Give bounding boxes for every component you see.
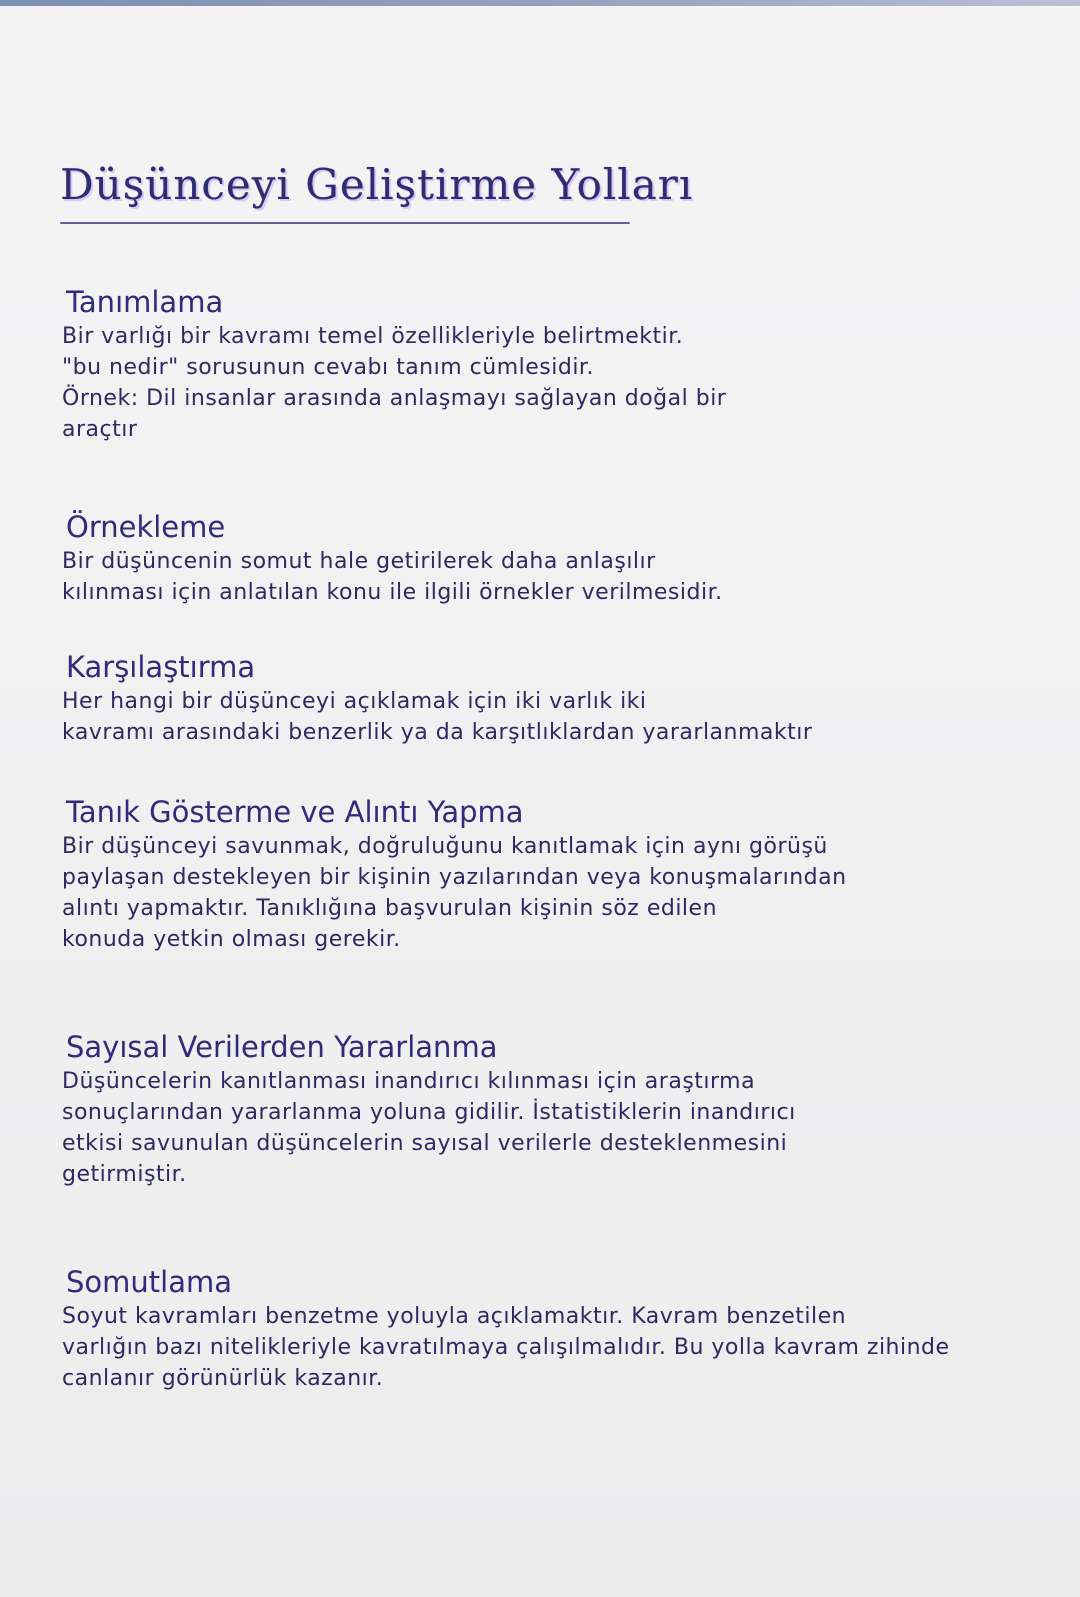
section-line: sonuçlarından yararlanma yoluna gidilir. İstatistiklerin inandırıcı	[62, 1100, 796, 1125]
section-line: Bir varlığı bir kavramı temel özellikleriyle belirtmektir.	[62, 324, 684, 349]
section-line: Örnek: Dil insanlar arasında anlaşmayı sağlayan doğal bir	[62, 386, 727, 411]
section-line: alıntı yapmaktır. Tanıklığına başvurulan kişinin söz edilen	[62, 896, 718, 921]
section-line: kavramı arasındaki benzerlik ya da karşıtlıklardan yararlanmaktır	[62, 720, 813, 745]
section-line: kılınması için anlatılan konu ile ilgili örnekler verilmesidir.	[62, 580, 723, 605]
section-line: konuda yetkin olması gerekir.	[62, 927, 401, 952]
section-line: araçtır	[62, 417, 138, 442]
section-heading: Tanımlama	[62, 285, 227, 321]
section-line: etkisi savunulan düşüncelerin sayısal verilerle desteklenmesini	[62, 1131, 788, 1156]
section-tanik-gosterme	[62, 795, 1022, 955]
section-line: "bu nedir" sorusunun cevabı tanım cümlesidir.	[62, 355, 594, 380]
section-heading: Örnekleme	[62, 510, 229, 546]
section-somutlama	[62, 1265, 1022, 1394]
section-line: paylaşan destekleyen bir kişinin yazılarından veya konuşmalarından	[62, 865, 847, 890]
section-heading: Karşılaştırma	[62, 650, 259, 686]
section-heading: Tanık Gösterme ve Alıntı Yapma	[62, 795, 528, 831]
section-line: Bir düşünceyi savunmak, doğruluğunu kanıtlamak için aynı görüşü	[62, 834, 828, 859]
section-line: varlığın bazı nitelikleriyle kavratılmaya çalışılmalıdır. Bu yolla kavram zihinde	[62, 1335, 950, 1360]
section-line: Bir düşüncenin somut hale getirilerek daha anlaşılır	[62, 549, 656, 574]
section-heading: Somutlama	[62, 1265, 236, 1301]
section-line: getirmiştir.	[62, 1162, 187, 1187]
section-karsilastirma	[62, 650, 1022, 748]
section-line: canlanır görünürlük kazanır.	[62, 1366, 384, 1391]
section-tanimlama	[62, 285, 1022, 445]
section-line: Her hangi bir düşünceyi açıklamak için iki varlık iki	[62, 689, 647, 714]
section-ornekleme	[62, 510, 1022, 608]
title-underline	[60, 222, 630, 224]
section-sayisal-veriler	[62, 1030, 1022, 1190]
section-line: Soyut kavramları benzetme yoluyla açıklamaktır. Kavram benzetilen	[62, 1304, 847, 1329]
page-title: Düşünceyi Geliştirme Yolları	[60, 160, 694, 209]
section-heading: Sayısal Verilerden Yararlanma	[62, 1030, 501, 1066]
section-line: Düşüncelerin kanıtlanması inandırıcı kılınması için araştırma	[62, 1069, 756, 1094]
page-top-edge	[0, 0, 1080, 6]
title-block	[60, 160, 694, 209]
